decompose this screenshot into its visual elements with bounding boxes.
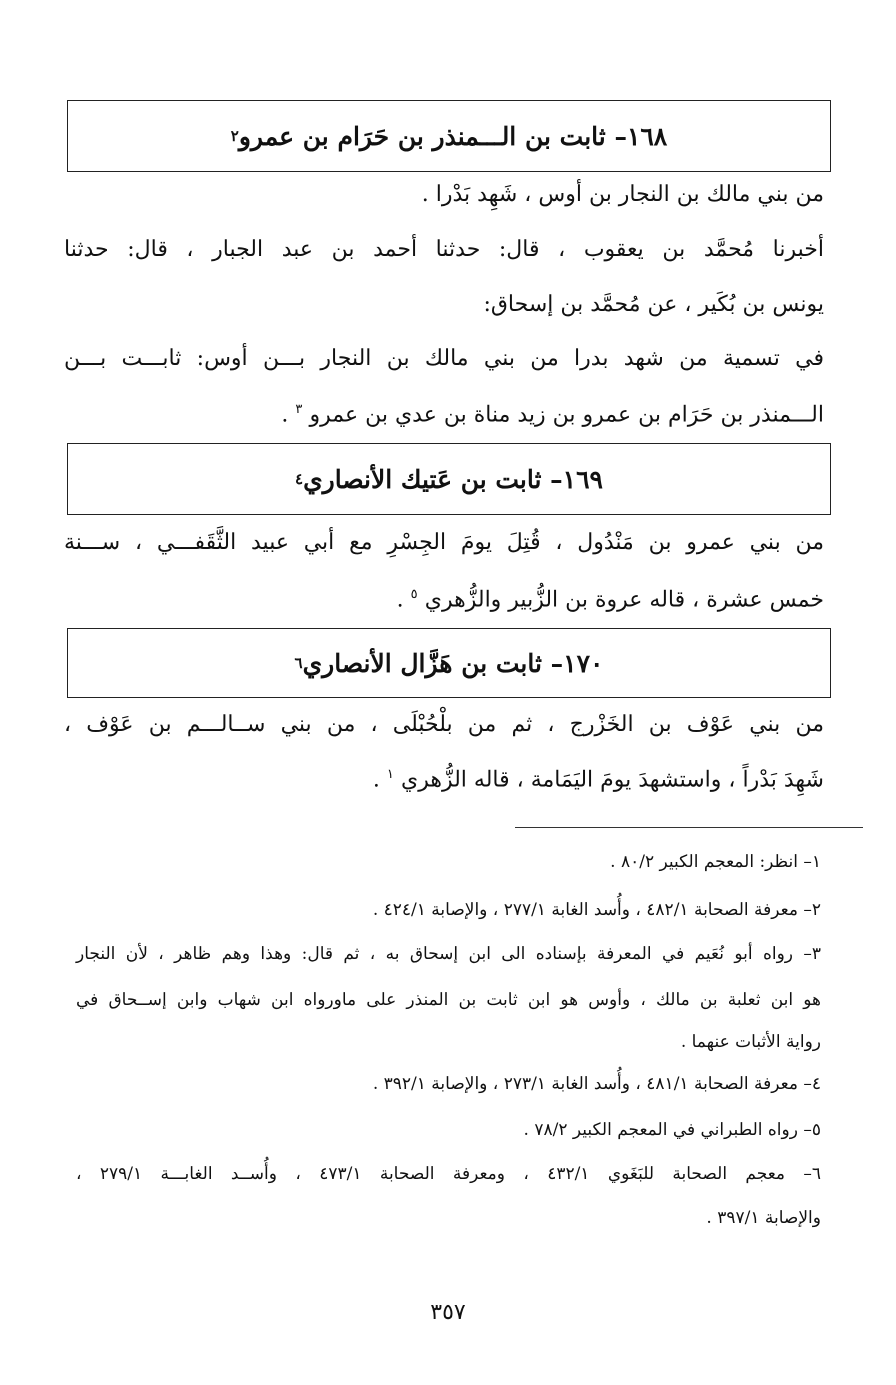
- footnote-6-line-1: ٦– معجم الصحابة للبَغَوي ٤٣٢/١ ، ومعرفة الصحابة ٤٧٣/١ ، وأُســد الغابـــة ٢٧٩/١ ،: [76, 1164, 822, 1184]
- footnote-separator: [515, 827, 863, 828]
- body-line: من بني عمرو بن مَنْدُول ، قُتِلَ يومَ الجِسْرِ مع أبي عبيد الثَّقَفـــي ، ســـنة: [64, 530, 824, 555]
- body-line: من بني عَوْف بن الخَزْرج ، ثم من بلْحُبْلَى ، من بني ســالـــم بن عَوْف ،: [64, 712, 824, 737]
- footnote-3-line-3: رواية الأثبات عنهما .: [680, 1032, 821, 1052]
- body-line: في تسمية من شهد بدرا من بني مالك بن النجار بـــن أوس: ثابـــت بـــن: [64, 346, 824, 371]
- body-text: الـــمنذر بن حَرَام بن عمرو بن زيد مناة بن عدي بن عمرو: [309, 402, 824, 428]
- body-line: أخبرنا مُحمَّد بن يعقوب ، قال: حدثنا أحمد بن عبد الجبار ، قال: حدثنا: [64, 237, 824, 262]
- period: .: [281, 402, 289, 428]
- footnote-ref: ٣: [295, 402, 303, 417]
- footnote-ref: ٦: [294, 654, 303, 672]
- body-text: شَهِدَ بَدْراً ، واستشهدَ يومَ اليَمَامة ، قاله الزُّهري: [401, 767, 824, 793]
- page-number: ٣٥٧: [430, 1300, 466, 1325]
- footnote-ref: ٥: [410, 587, 418, 602]
- footnote-ref: ٤: [295, 470, 304, 488]
- entry-heading-169: [67, 443, 831, 515]
- body-line-last: [64, 587, 824, 612]
- body-line-last: [64, 767, 824, 792]
- period: .: [396, 587, 404, 613]
- heading-text: ١٧٠– ثابت بن هَزَّال الأنصاري: [302, 648, 604, 678]
- body-line-last: [64, 402, 824, 427]
- period: .: [372, 767, 380, 793]
- entry-heading-168: [67, 100, 831, 172]
- footnote-6-line-2: والإصابة ٣٩٧/١ .: [706, 1208, 821, 1228]
- heading-text: ١٦٩– ثابت بن عَتيك الأنصاري: [303, 464, 603, 494]
- heading-text: ١٦٨– ثابت بن الـــمنذر بن حَرَام بن عمرو: [238, 121, 668, 151]
- body-line: من بني مالك بن النجار بن أوس ، شَهِد بَدْرا .: [421, 182, 824, 207]
- footnote-3-line-1: ٣– رواه أبو نُعَيم في المعرفة بإسناده الى ابن إسحاق به ، ثم قال: وهذا وهم ظاهر ، لأن النجار: [76, 944, 821, 964]
- footnote-ref: ٢: [230, 127, 239, 145]
- footnote-3-line-2: هو ابن ثعلبة بن مالك ، وأوس هو ابن ثابت بن المنذر على ماورواه ابن شهاب وابن إســحاق في: [76, 990, 821, 1010]
- entry-heading-170: [67, 628, 831, 698]
- footnote-2: ٢– معرفة الصحابة ٤٨٢/١ ، وأُسد الغابة ٢٧٧/١ ، والإصابة ٤٢٤/١ .: [372, 900, 821, 920]
- body-line: يونس بن بُكَير ، عن مُحمَّد بن إسحاق:: [483, 292, 824, 317]
- footnote-4: ٤– معرفة الصحابة ٤٨١/١ ، وأُسد الغابة ٢٧٣/١ ، والإصابة ٣٩٢/١ .: [372, 1074, 821, 1094]
- footnote-5: ٥– رواه الطبراني في المعجم الكبير ٧٨/٢ .: [523, 1120, 821, 1140]
- footnote-1: ١– انظر: المعجم الكبير ٨٠/٢ .: [610, 852, 821, 872]
- footnote-ref: ١: [386, 767, 394, 782]
- body-text: خمس عشرة ، قاله عروة بن الزُّبير والزُّهري: [424, 587, 824, 613]
